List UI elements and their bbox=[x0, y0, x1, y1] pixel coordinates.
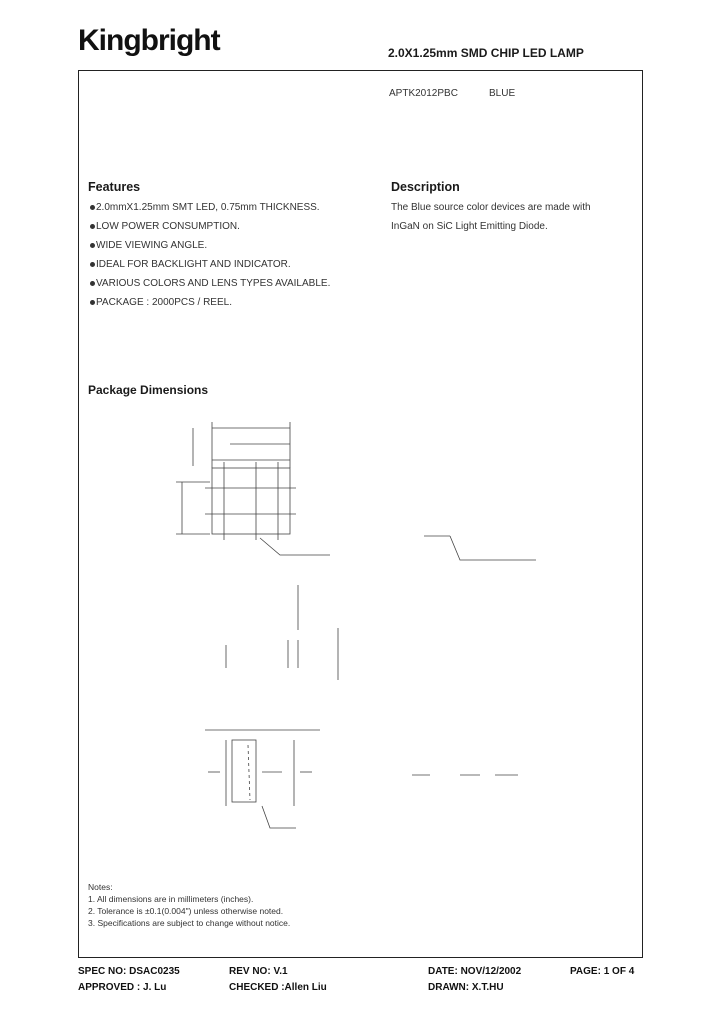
note-item: 2. Tolerance is ±0.1(0.004") unless otherwise noted. bbox=[88, 906, 284, 916]
part-number: APTK2012PBC bbox=[389, 88, 458, 99]
feature-item: 2.0mmX1.25mm SMT LED, 0.75mm THICKNESS. bbox=[90, 202, 320, 213]
description-heading: Description bbox=[391, 180, 460, 194]
features-heading: Features bbox=[88, 180, 141, 194]
notes-heading: Notes: bbox=[88, 882, 113, 892]
bottom-view-pad bbox=[232, 740, 256, 802]
description-line: InGaN on SiC Light Emitting Diode. bbox=[391, 221, 548, 232]
leader-line bbox=[262, 806, 296, 828]
feature-item: LOW POWER CONSUMPTION. bbox=[90, 221, 240, 232]
spec-number: SPEC NO: DSAC0235 bbox=[78, 966, 180, 977]
package-dimensions-heading: Package Dimensions bbox=[88, 383, 209, 397]
feature-item: IDEAL FOR BACKLIGHT AND INDICATOR. bbox=[90, 259, 291, 270]
description-line: The Blue source color devices are made with bbox=[391, 202, 591, 213]
spec-date: DATE: NOV/12/2002 bbox=[428, 966, 522, 977]
note-item: 1. All dimensions are in millimeters (inches). bbox=[88, 894, 254, 904]
checked-by: CHECKED :Allen Liu bbox=[229, 982, 327, 993]
page-number: PAGE: 1 OF 4 bbox=[570, 966, 635, 977]
hatch-line bbox=[248, 745, 250, 800]
revision-number: REV NO: V.1 bbox=[229, 966, 288, 977]
approved-by: APPROVED : J. Lu bbox=[78, 982, 167, 993]
document-title: 2.0X1.25mm SMD CHIP LED LAMP bbox=[388, 46, 584, 60]
drawn-by: DRAWN: X.T.HU bbox=[428, 982, 504, 993]
part-color: BLUE bbox=[489, 88, 516, 99]
kingbright-logo: Kingbright bbox=[78, 24, 220, 57]
leader-line bbox=[260, 538, 330, 555]
note-item: 3. Specifications are subject to change without notice. bbox=[88, 918, 291, 928]
leader-line bbox=[450, 536, 536, 560]
feature-item: WIDE VIEWING ANGLE. bbox=[90, 240, 207, 251]
feature-item: VARIOUS COLORS AND LENS TYPES AVAILABLE. bbox=[90, 278, 330, 289]
feature-item: PACKAGE : 2000PCS / REEL. bbox=[90, 297, 232, 308]
